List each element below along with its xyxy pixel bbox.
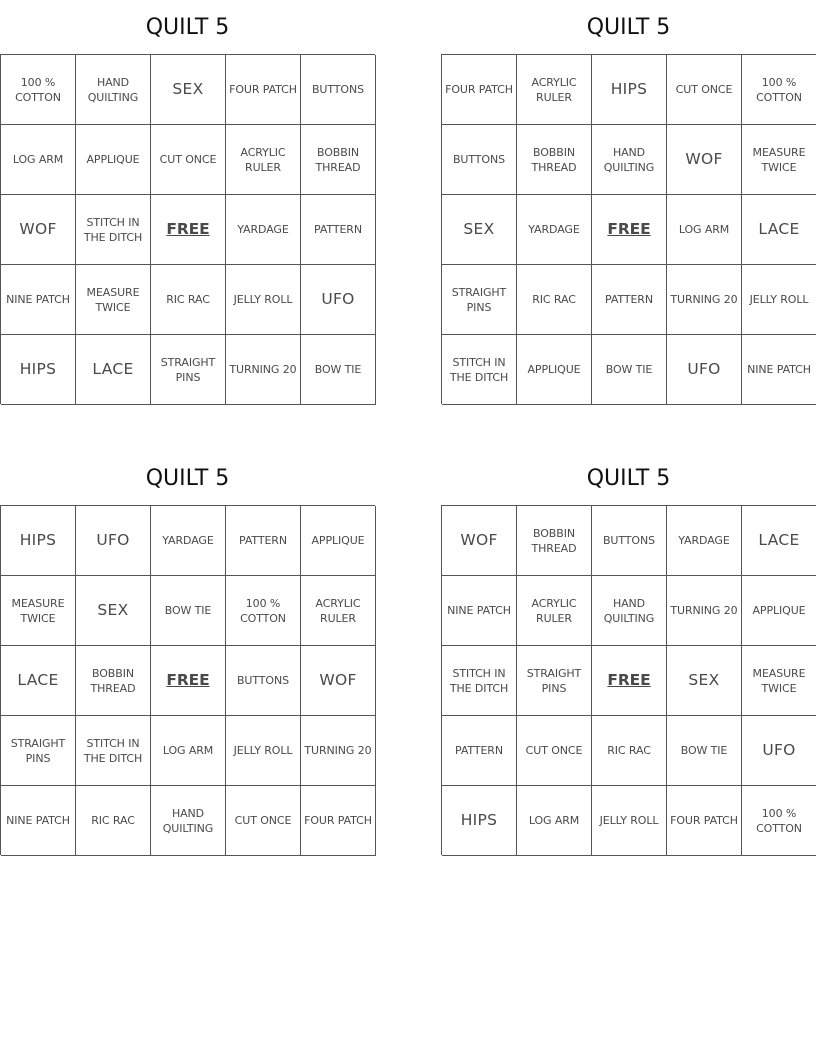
bingo-grid	[441, 505, 816, 855]
bingo-cell: ACRYLIC RULER	[517, 55, 592, 125]
bingo-grid	[441, 54, 816, 404]
bingo-cell: JELLY ROLL	[592, 786, 667, 856]
bingo-cell: SEX	[442, 195, 517, 265]
bingo-cell: HAND QUILTING	[76, 55, 151, 125]
bingo-cell: ACRYLIC RULER	[517, 576, 592, 646]
bingo-cell: TURNING 20	[301, 716, 376, 786]
bingo-cell: BUTTONS	[301, 55, 376, 125]
bingo-cell: NINE PATCH	[442, 576, 517, 646]
bingo-cell: BOBBIN THREAD	[301, 125, 376, 195]
free-space: FREE	[592, 195, 667, 265]
bingo-card-2	[441, 0, 816, 404]
bingo-cell: NINE PATCH	[1, 265, 76, 335]
bingo-cell: 100 % COTTON	[226, 576, 301, 646]
bingo-cell: BOBBIN THREAD	[517, 125, 592, 195]
free-space: FREE	[151, 646, 226, 716]
bingo-card-1	[0, 0, 375, 404]
bingo-cell: PATTERN	[226, 506, 301, 576]
bingo-cell: YARDAGE	[667, 506, 742, 576]
bingo-cell: MEASURE TWICE	[742, 125, 816, 195]
bingo-cell: STRAIGHT PINS	[1, 716, 76, 786]
bingo-cell: JELLY ROLL	[226, 265, 301, 335]
bingo-cell: CUT ONCE	[667, 55, 742, 125]
bingo-cell: HIPS	[1, 335, 76, 405]
bingo-cell: LACE	[742, 195, 816, 265]
bingo-cell: HAND QUILTING	[592, 576, 667, 646]
bingo-cell: LACE	[1, 646, 76, 716]
bingo-cell: STRAIGHT PINS	[151, 335, 226, 405]
bingo-cell: LOG ARM	[1, 125, 76, 195]
bingo-cell: CUT ONCE	[151, 125, 226, 195]
bingo-cell: YARDAGE	[517, 195, 592, 265]
bingo-cell: JELLY ROLL	[226, 716, 301, 786]
bingo-cell: LACE	[742, 506, 816, 576]
bingo-cell: BOW TIE	[592, 335, 667, 405]
bingo-cell: APPLIQUE	[742, 576, 816, 646]
card-title: QUILT 5	[586, 15, 671, 40]
bingo-cell: TURNING 20	[667, 265, 742, 335]
card-title: QUILT 5	[145, 466, 230, 491]
bingo-cell: HIPS	[1, 506, 76, 576]
bingo-cell: STITCH IN THE DITCH	[442, 646, 517, 716]
bingo-cell: UFO	[301, 265, 376, 335]
bingo-cell: MEASURE TWICE	[1, 576, 76, 646]
bingo-cell: NINE PATCH	[742, 335, 816, 405]
bingo-cell: STITCH IN THE DITCH	[76, 195, 151, 265]
bingo-cell: TURNING 20	[667, 576, 742, 646]
bingo-grid	[0, 505, 375, 855]
bingo-cell: 100 % COTTON	[742, 55, 816, 125]
bingo-cell: UFO	[742, 716, 816, 786]
bingo-cell: FOUR PATCH	[301, 786, 376, 856]
bingo-cell: HAND QUILTING	[151, 786, 226, 856]
bingo-cell: ACRYLIC RULER	[226, 125, 301, 195]
bingo-cell: CUT ONCE	[517, 716, 592, 786]
bingo-cell: TURNING 20	[226, 335, 301, 405]
bingo-cell: LOG ARM	[151, 716, 226, 786]
bingo-cell: APPLIQUE	[301, 506, 376, 576]
bingo-cell: HIPS	[592, 55, 667, 125]
bingo-card-4	[441, 451, 816, 855]
bingo-cell: STRAIGHT PINS	[442, 265, 517, 335]
bingo-card-3	[0, 451, 375, 855]
bingo-cell: JELLY ROLL	[742, 265, 816, 335]
free-space: FREE	[151, 195, 226, 265]
bingo-cell: APPLIQUE	[517, 335, 592, 405]
bingo-cell: STRAIGHT PINS	[517, 646, 592, 716]
bingo-cell: SEX	[667, 646, 742, 716]
bingo-cell: RIC RAC	[151, 265, 226, 335]
bingo-cell: ACRYLIC RULER	[301, 576, 376, 646]
bingo-cell: HIPS	[442, 786, 517, 856]
bingo-cell: WOF	[1, 195, 76, 265]
bingo-cell: SEX	[76, 576, 151, 646]
bingo-cell: BOW TIE	[151, 576, 226, 646]
bingo-cell: FOUR PATCH	[442, 55, 517, 125]
bingo-cell: LOG ARM	[517, 786, 592, 856]
bingo-cell: BOW TIE	[667, 716, 742, 786]
card-title: QUILT 5	[145, 15, 230, 40]
bingo-cell: WOF	[301, 646, 376, 716]
bingo-cell: BUTTONS	[592, 506, 667, 576]
bingo-cell: 100 % COTTON	[742, 786, 816, 856]
bingo-cell: WOF	[442, 506, 517, 576]
bingo-grid	[0, 54, 375, 404]
bingo-cell: YARDAGE	[151, 506, 226, 576]
bingo-cell: BOW TIE	[301, 335, 376, 405]
bingo-cell: BOBBIN THREAD	[517, 506, 592, 576]
bingo-cell: HAND QUILTING	[592, 125, 667, 195]
card-title: QUILT 5	[586, 466, 671, 491]
bingo-cell: WOF	[667, 125, 742, 195]
bingo-cell: RIC RAC	[517, 265, 592, 335]
bingo-cell: PATTERN	[592, 265, 667, 335]
bingo-cell: NINE PATCH	[1, 786, 76, 856]
bingo-cell: STITCH IN THE DITCH	[76, 716, 151, 786]
bingo-cell: UFO	[667, 335, 742, 405]
bingo-cell: SEX	[151, 55, 226, 125]
bingo-cell: MEASURE TWICE	[76, 265, 151, 335]
bingo-cell: YARDAGE	[226, 195, 301, 265]
bingo-cell: APPLIQUE	[76, 125, 151, 195]
bingo-cell: FOUR PATCH	[226, 55, 301, 125]
bingo-cell: BOBBIN THREAD	[76, 646, 151, 716]
bingo-cell: BUTTONS	[442, 125, 517, 195]
bingo-cell: RIC RAC	[592, 716, 667, 786]
bingo-cell: BUTTONS	[226, 646, 301, 716]
bingo-cell: MEASURE TWICE	[742, 646, 816, 716]
bingo-cell: RIC RAC	[76, 786, 151, 856]
bingo-cell: LOG ARM	[667, 195, 742, 265]
free-space: FREE	[592, 646, 667, 716]
bingo-cell: FOUR PATCH	[667, 786, 742, 856]
bingo-cell: 100 % COTTON	[1, 55, 76, 125]
bingo-cell: LACE	[76, 335, 151, 405]
bingo-cell: CUT ONCE	[226, 786, 301, 856]
bingo-cell: UFO	[76, 506, 151, 576]
bingo-cell: STITCH IN THE DITCH	[442, 335, 517, 405]
bingo-cell: PATTERN	[301, 195, 376, 265]
bingo-cell: PATTERN	[442, 716, 517, 786]
